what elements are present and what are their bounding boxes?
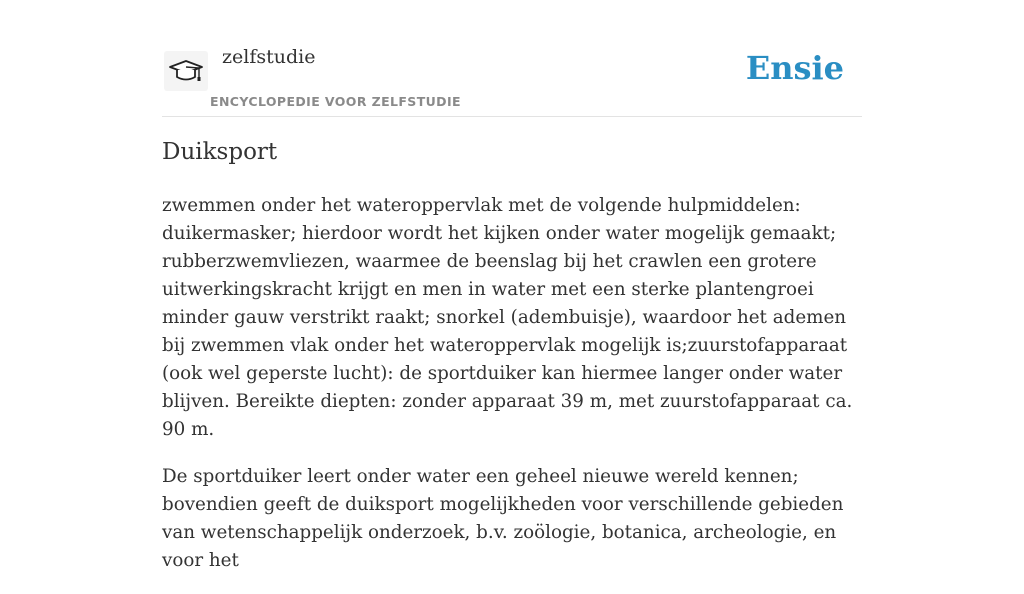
site-tagline: ENCYCLOPEDIE VOOR ZELFSTUDIE xyxy=(210,94,461,109)
graduation-cap-icon[interactable] xyxy=(164,51,208,91)
article-body xyxy=(162,192,862,594)
site-header xyxy=(162,0,862,117)
article-paragraph: zwemmen onder het wateroppervlak met de volgende hulpmiddelen: duikermasker; hierdoor wordt het kijken onder water mogelijk gemaakt; rubberzwemvliezen, waarmee de beenslag bij het crawlen een grotere uitwerkingskracht krijgt en men in water met een sterke plantengroei minder gauw verstrikt raakt; snorkel (adembuisje), waardoor het ademen bij zwemmen vlak onder het wateroppervlak mogelijk is;zuurstofapparaat (ook wel geperste lucht): de sportduiker kan hiermee langer onder water blijven. Bereikte diepten: zonder apparaat 39 m, met zuurstofapparaat ca. 90 m. xyxy=(162,195,853,440)
article-paragraph: De sportduiker leert onder water een geheel nieuwe wereld kennen; bovendien geeft de duiksport mogelijkheden voor verschillende gebieden van wetenschappelijk onderzoek, b.v. zoölogie, botanica, archeologie, en voor het xyxy=(162,466,844,571)
ensie-brand-link[interactable]: Ensie xyxy=(745,49,844,87)
site-name-link[interactable]: zelfstudie xyxy=(222,46,316,68)
article-title: Duiksport xyxy=(162,139,278,165)
graduation-cap-svg xyxy=(168,57,204,87)
content-container xyxy=(162,0,862,571)
